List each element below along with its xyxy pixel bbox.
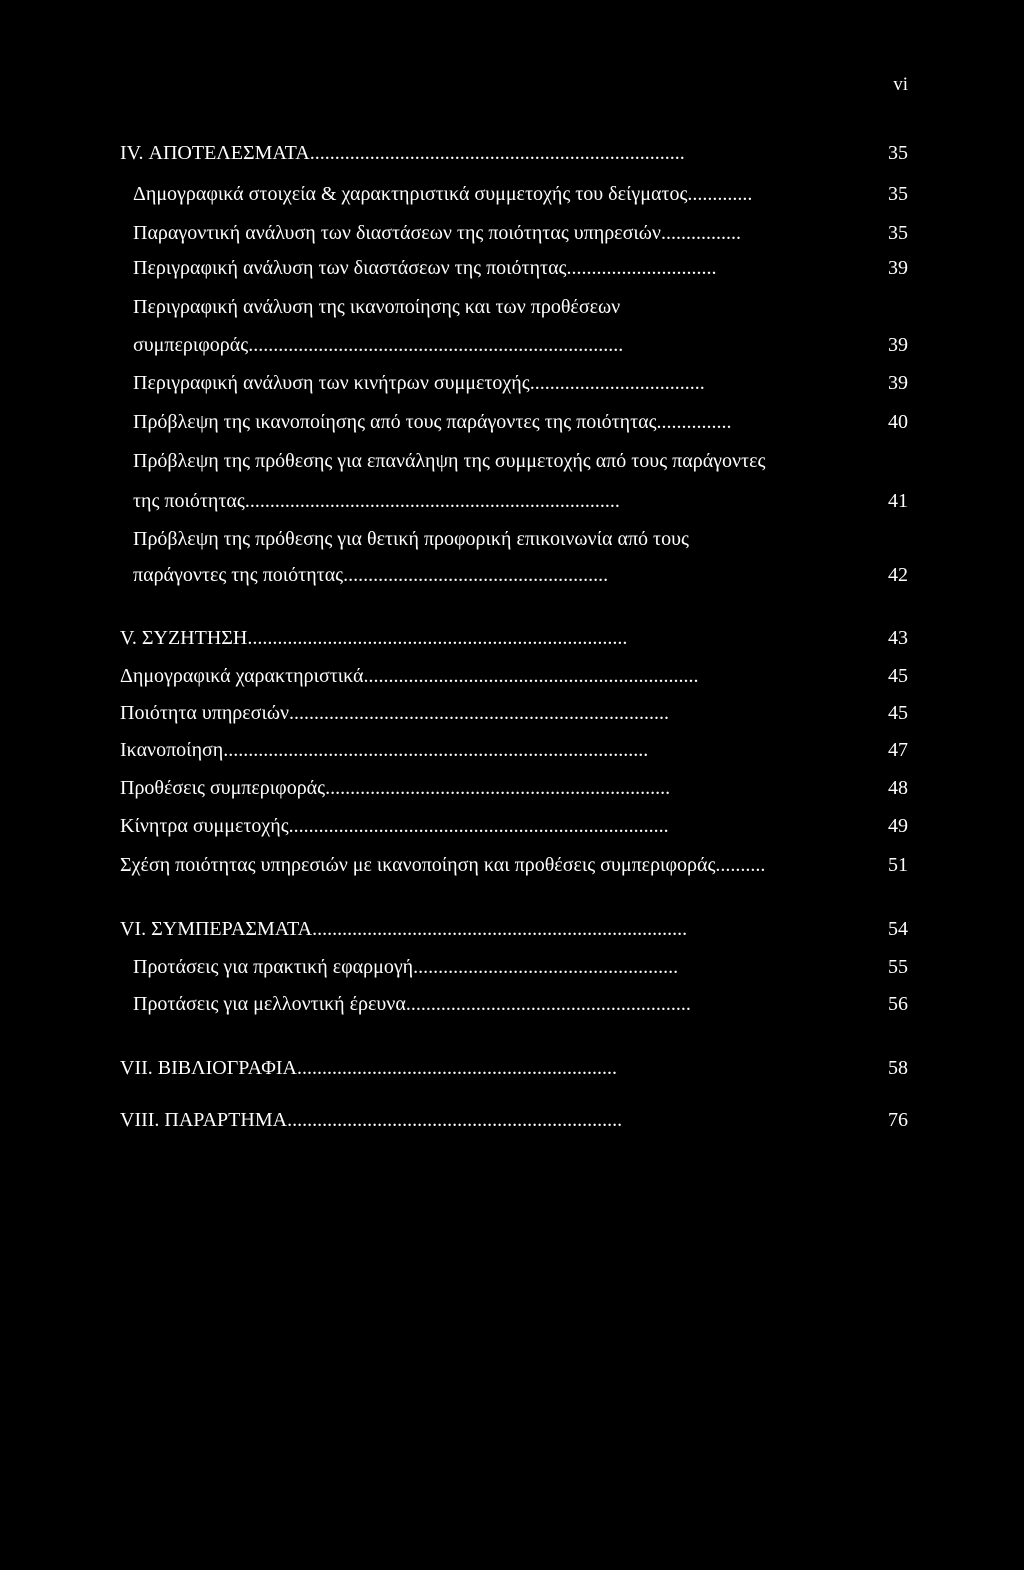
toc-entry[interactable]	[0, 775, 1024, 801]
toc-entry[interactable]	[0, 140, 1024, 166]
toc-entry-page: 47	[888, 739, 908, 761]
toc-entry-page: 41	[888, 490, 908, 512]
toc-entry-label: Περιγραφική ανάλυση των διαστάσεων της ποιότητας	[133, 257, 567, 279]
toc-entry-label: Δημογραφικά χαρακτηριστικά	[120, 665, 364, 687]
toc-entry-label: Δημογραφικά στοιχεία & χαρακτηριστικά συμμετοχής του δείγματος	[133, 183, 688, 205]
toc-entry-label: της ποιότητας	[133, 490, 245, 512]
toc-entry-leader: .....................................................	[343, 564, 609, 586]
toc-entry[interactable]	[0, 332, 1024, 358]
toc-entry-leader: ...................................	[529, 372, 705, 394]
toc-entry-leader: ................	[660, 222, 741, 244]
toc-entry-leader: ...........................................................................	[312, 918, 688, 940]
toc-entry-label: Προθέσεις συμπεριφοράς	[120, 777, 326, 799]
toc-entry[interactable]	[0, 220, 1024, 246]
toc-entry-label: Ποιότητα υπηρεσιών	[120, 702, 290, 724]
toc-entry-page: 48	[888, 777, 908, 799]
toc-entry[interactable]	[0, 370, 1024, 396]
toc-entry[interactable]	[0, 1107, 1024, 1133]
toc-entry-label: Προτάσεις για μελλοντική έρευνα	[133, 993, 406, 1015]
toc-entry[interactable]	[0, 409, 1024, 435]
toc-entry[interactable]	[0, 448, 1024, 474]
toc-entry[interactable]	[0, 737, 1024, 763]
toc-entry-page: 55	[888, 956, 908, 978]
toc-entry-leader: ..............................	[566, 257, 717, 279]
toc-entry-leader: ............................................................................	[247, 627, 628, 649]
toc-entry-label: συμπεριφοράς	[133, 334, 249, 356]
toc-entry-leader: ...............	[656, 411, 732, 433]
toc-entry-leader: ...........................................................................	[309, 142, 685, 164]
toc-entry-page: 35	[888, 222, 908, 244]
toc-entry-label: VIII. ΠΑΡΑΡΤΗΜΑ	[120, 1109, 288, 1131]
page-number: vi	[893, 74, 908, 95]
toc-entry[interactable]	[0, 255, 1024, 281]
toc-entry-label: παράγοντες της ποιότητας	[133, 564, 344, 586]
toc-entry[interactable]	[0, 852, 1024, 878]
toc-entry-page: 40	[888, 411, 908, 433]
toc-entry-page: 54	[888, 918, 908, 940]
toc-entry-page: 43	[888, 627, 908, 649]
toc-entry-page: 35	[888, 183, 908, 205]
toc-entry[interactable]	[0, 625, 1024, 651]
toc-entry-leader: ............................................................................	[288, 815, 669, 837]
toc-entry-leader: .....................................................................................	[223, 739, 649, 761]
toc-entry-page: 56	[888, 993, 908, 1015]
toc-entry-page: 51	[888, 854, 908, 876]
toc-entry-label: Πρόβλεψη της πρόθεσης για θετική προφορική επικοινωνία από τους	[133, 528, 689, 550]
toc-entry-leader: ...........................................................................	[248, 334, 624, 356]
toc-entry-label: Προτάσεις για πρακτική εφαρμογή	[133, 956, 414, 978]
toc-entry-label: VII. ΒΙΒΛΙΟΓΡΑΦΙΑ	[120, 1057, 297, 1079]
toc-entry-leader: ...........................................................................	[244, 490, 620, 512]
toc-entry-page: 42	[888, 564, 908, 586]
toc-entry-label: Περιγραφική ανάλυση της ικανοποίησης και των προθέσεων	[133, 296, 621, 318]
toc-entry-leader: ............................................................................	[289, 702, 670, 724]
toc-entry-page: 58	[888, 1057, 908, 1079]
toc-entry[interactable]	[0, 700, 1024, 726]
toc-entry[interactable]	[0, 526, 1024, 552]
toc-entry[interactable]	[0, 562, 1024, 588]
toc-entry-label: Παραγοντική ανάλυση των διαστάσεων της ποιότητας υπηρεσιών	[133, 222, 661, 244]
toc-entry-label: IV. ΑΠΟΤΕΛΕΣΜΑΤΑ	[120, 142, 310, 164]
toc-entry-page: 76	[888, 1109, 908, 1131]
toc-entry-leader: .....................................................	[413, 956, 679, 978]
toc-entry-page: 35	[888, 142, 908, 164]
toc-entry-label: Περιγραφική ανάλυση των κινήτρων συμμετοχής	[133, 372, 530, 394]
toc-entry-label: Σχέση ποιότητας υπηρεσιών με ικανοποίηση και προθέσεις συμπεριφοράς	[120, 854, 716, 876]
toc-entry-page: 39	[888, 257, 908, 279]
toc-entry-leader: .........................................................	[405, 993, 691, 1015]
toc-entry-leader: .....................................................................	[325, 777, 671, 799]
toc-entry[interactable]	[0, 663, 1024, 689]
toc-entry-label: VI. ΣΥΜΠΕΡΑΣΜΑΤΑ	[120, 918, 313, 940]
toc-entry[interactable]	[0, 991, 1024, 1017]
toc-entry-page: 39	[888, 372, 908, 394]
toc-entry-leader: .............	[687, 183, 753, 205]
toc-entry-page: 45	[888, 702, 908, 724]
toc-entry-page: 49	[888, 815, 908, 837]
toc-entry[interactable]	[0, 294, 1024, 320]
toc-entry[interactable]	[0, 916, 1024, 942]
toc-entry-leader: ..........	[715, 854, 766, 876]
toc-entry-label: V. ΣΥΖΗΤΗΣΗ	[120, 627, 248, 649]
toc-entry-label: Ικανοποίηση	[120, 739, 224, 761]
toc-entry-label: Πρόβλεψη της πρόθεσης για επανάληψη της συμμετοχής από τους παράγοντες	[133, 450, 766, 472]
toc-entry-leader: ...................................................................	[287, 1109, 623, 1131]
toc-entry[interactable]	[0, 181, 1024, 207]
toc-entry[interactable]	[0, 488, 1024, 514]
toc-entry[interactable]	[0, 954, 1024, 980]
toc-entry-label: Πρόβλεψη της ικανοποίησης από τους παράγοντες της ποιότητας	[133, 411, 657, 433]
toc-entry-page: 45	[888, 665, 908, 687]
toc-entry[interactable]	[0, 1055, 1024, 1081]
toc-entry-leader: ................................................................	[296, 1057, 617, 1079]
toc-entry-label: Κίνητρα συμμετοχής	[120, 815, 289, 837]
toc-entry-page: 39	[888, 334, 908, 356]
toc-entry-leader: ...................................................................	[363, 665, 699, 687]
toc-entry[interactable]	[0, 813, 1024, 839]
